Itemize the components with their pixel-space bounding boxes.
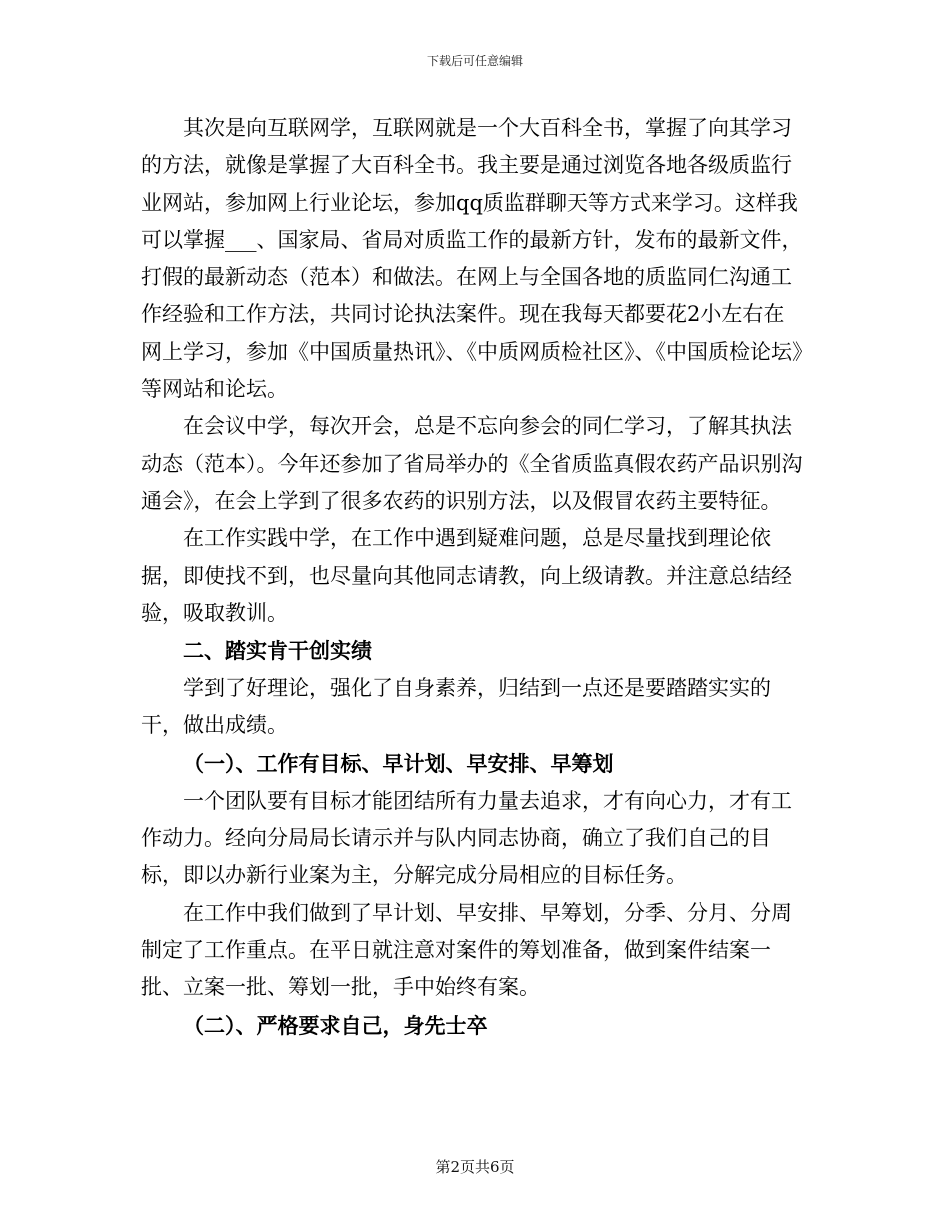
page-header: 下载后可任意编辑 xyxy=(426,54,523,68)
subsection-heading-2: （二）、严格要求自己，身先士卒 xyxy=(183,1012,488,1038)
section-heading-2: 二、踏实肯干创实绩 xyxy=(183,638,372,664)
paragraph-section-2-intro: 学到了好理论，强化了自身素养，归结到一点还是要踏踏实实的干，做出成绩。 xyxy=(141,676,771,738)
paragraph-internet-learning: 其次是向互联网学，互联网就是一个大百科全书，掌握了向其学习的方法，就像是掌握了大百科全书。我主要是通过浏览各地各级质监行业网站，参加网上行业论坛，参加qq质监群聊天等方式来学习。这样我可以掌握___、国家局、省局对质监工作的最新方针，发布的最新文件，打假的最新动态（范本）和做法。在网上与全国各地的质监同仁沟通工作经验和工作方法，共同讨论执法案件。现在我每天都要花2小左右在网上学习，参加《中国质量热讯》、《中质网质检社区》、《中国质检论坛》等网站和论坛。 xyxy=(141,116,803,402)
paragraph-meeting-learning: 在会议中学，每次开会，总是不忘向参会的同仁学习，了解其执法动态（范本）。今年还参加了省局举办的《全省质监真假农药产品识别沟通会》，在会上学到了很多农药的识别方法，以及假冒农药主要特征。 xyxy=(141,414,803,513)
subsection-heading-1: （一）、工作有目标、早计划、早安排、早筹划 xyxy=(183,750,614,776)
page-footer: 第2页共6页 xyxy=(435,1158,515,1176)
paragraph-team-goal: 一个团队要有目标才能团结所有力量去追求，才有向心力，才有工作动力。经向分局局长请示并与队内同志协商，确立了我们自己的目标，即以办新行业案为主，分解完成分局相应的目标任务。 xyxy=(141,788,792,888)
paragraph-practice-learning: 在工作实践中学，在工作中遇到疑难问题，总是尽量找到理论依据，即使找不到，也尽量向其他同志请教，向上级请教。并注意总结经验，吸取教训。 xyxy=(141,526,792,625)
document-body xyxy=(141,110,805,1045)
paragraph-planning: 在工作中我们做到了早计划、早安排、早筹划，分季、分月、分周制定了工作重点。在平日就注意对案件的筹划准备，做到案件结案一批、立案一批、筹划一批，手中始终有案。 xyxy=(141,900,792,1000)
